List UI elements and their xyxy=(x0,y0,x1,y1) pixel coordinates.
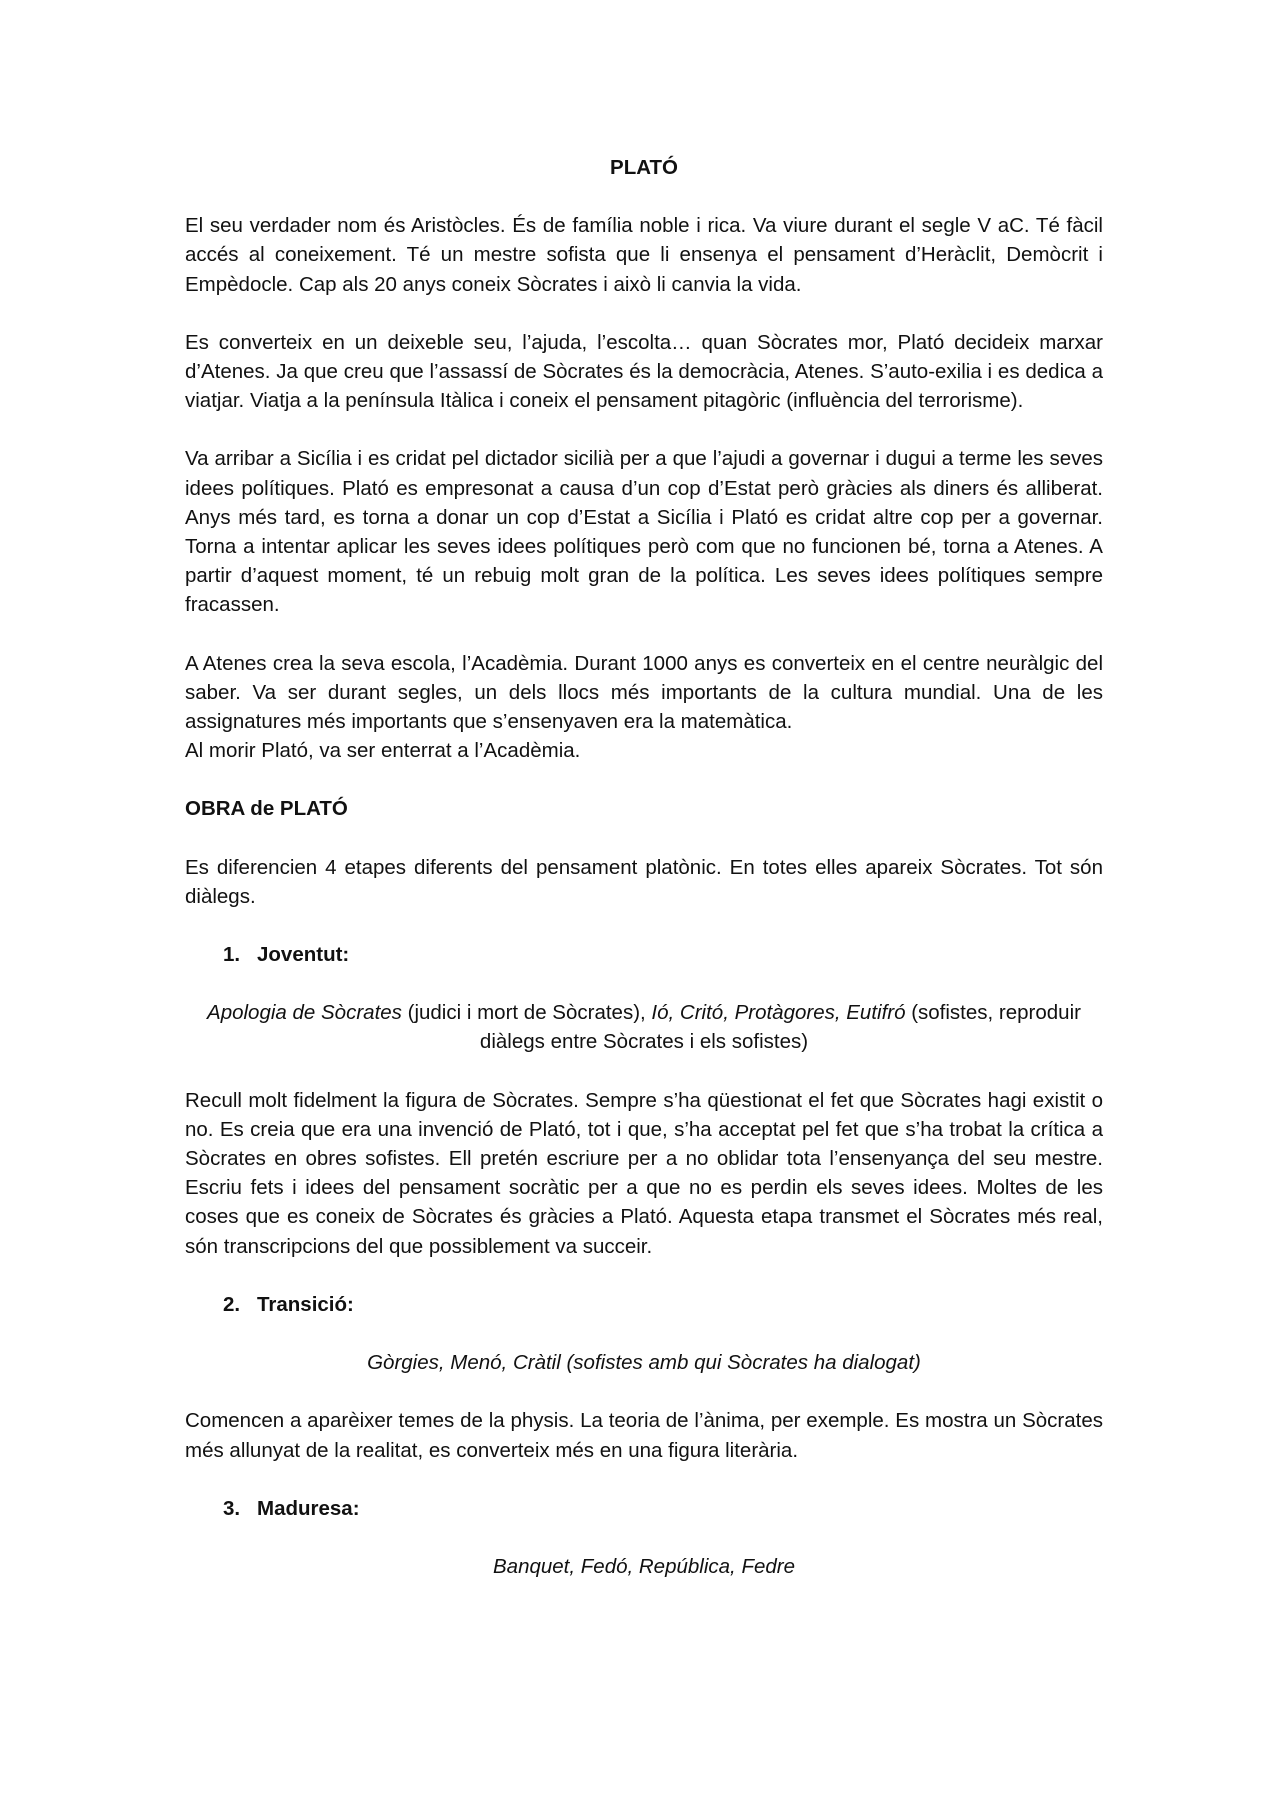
stage-2-name: Transició: xyxy=(257,1292,354,1316)
intro-paragraph-5: Al morir Plató, va ser enterrat a l’Acadèmia. xyxy=(185,739,581,763)
stage-2-number: 2. xyxy=(223,1292,241,1316)
stage-2-heading xyxy=(223,1290,1103,1319)
document-title: PLATÓ xyxy=(610,156,678,179)
stage-3-heading xyxy=(223,1494,1103,1523)
stage-3-name: Maduresa: xyxy=(257,1496,360,1520)
stage-3-number: 3. xyxy=(223,1496,241,1520)
stage-1-heading xyxy=(223,940,1103,969)
stage-2-works-text: Gòrgies, Menó, Cràtil (sofistes amb qui Sòcrates ha dialogat) xyxy=(367,1351,921,1375)
intro-paragraph-1: El seu verdader nom és Aristòcles. És de família noble i rica. Va viure durant el segle V aC. Té fàcil accés al coneixement. Té un mestre sofista que li ensenya el pensament d’Heràclit, Demòcrit i Empèdocle. Cap als 20 anys coneix Sòcrates i això li canvia la vida. xyxy=(185,214,1103,296)
intro-paragraph-2: Es converteix en un deixeble seu, l’ajuda, l’escolta… quan Sòcrates mor, Plató decideix marxar d’Atenes. Ja que creu que l’assassí de Sòcrates és la democràcia, Atenes. S’auto-exilia i es dedica a viatjar. Viatja a la península Itàlica i coneix el pensament pitagòric (influència del terrorisme). xyxy=(185,330,1103,413)
document-body xyxy=(185,153,1103,1610)
obra-intro: Es diferencien 4 etapes diferents del pensament platònic. En totes elles apareix Sòcrates. Tot són diàlegs. xyxy=(185,855,1103,908)
stage-1-note-a: (judici i mort de Sòcrates), xyxy=(401,1001,652,1025)
stage-1-name: Joventut: xyxy=(257,943,350,967)
intro-paragraph-4: A Atenes crea la seva escola, l’Acadèmia. Durant 1000 anys es converteix en el centre neuràlgic del saber. Va ser durant segles, un dels llocs més importants de la cultura mundial. Una de les assignatures més importants que s’ensenyaven era la matemàtica. xyxy=(185,651,1103,734)
intro-paragraph-3: Va arribar a Sicília i es cridat pel dictador sicilià per a que l’ajudi a governar i dugui a terme les seves idees polítiques. Plató es empresonat a causa d’un cop d’Estat però gràcies als diners és alliberat. Anys més tard, es torna a donar un cop d’Estat a Sicília i Plató es cridat altre cop per a governar. Torna a intentar aplicar les seves idees polítiques però com que no funcionen bé, torna a Atenes. A partir d’aquest moment, té un rebuig molt gran de la política. Les seves idees polítiques sempre fracassen. xyxy=(185,447,1103,617)
stage-3-works-text: Banquet, Fedó, República, Fedre xyxy=(493,1554,795,1578)
stage-1-works-b: Ió, Critó, Protàgores, Eutifró xyxy=(651,1001,906,1025)
stage-1-works xyxy=(185,998,1103,1056)
stage-1-note-b: (sofistes, reproduir diàlegs entre Sòcrates i els sofistes) xyxy=(479,1001,1081,1054)
stage-2-text: Comencen a aparèixer temes de la physis. La teoria de l’ànima, per exemple. Es mostra un Sòcrates més allunyat de la realitat, es converteix més en una figura literària. xyxy=(185,1409,1103,1462)
stage-1-number: 1. xyxy=(223,943,241,967)
stage-1-text: Recull molt fidelment la figura de Sòcrates. Sempre s’ha qüestionat el fet que Sòcrates hagi existit o no. Es creia que era una invenció de Plató, tot i que, s’ha acceptat pel fet que s’ha trobat la crítica a Sòcrates en obres sofistes. Ell pretén escriure per a no oblidar tota l’ensenyança del seu mestre. Escriu fets i idees del pensament socràtic per a que no es perdin els seves idees. Moltes de les coses que es coneix de Sòcrates és gràcies a Plató. Aquesta etapa transmet el Sòcrates més real, són transcripcions del que possiblement va succeir. xyxy=(185,1088,1103,1258)
stage-1-works-a: Apologia de Sòcrates xyxy=(207,1001,402,1025)
obra-heading: OBRA de PLATÓ xyxy=(185,797,348,821)
stage-3-works xyxy=(185,1552,1103,1581)
stage-2-works xyxy=(185,1348,1103,1377)
